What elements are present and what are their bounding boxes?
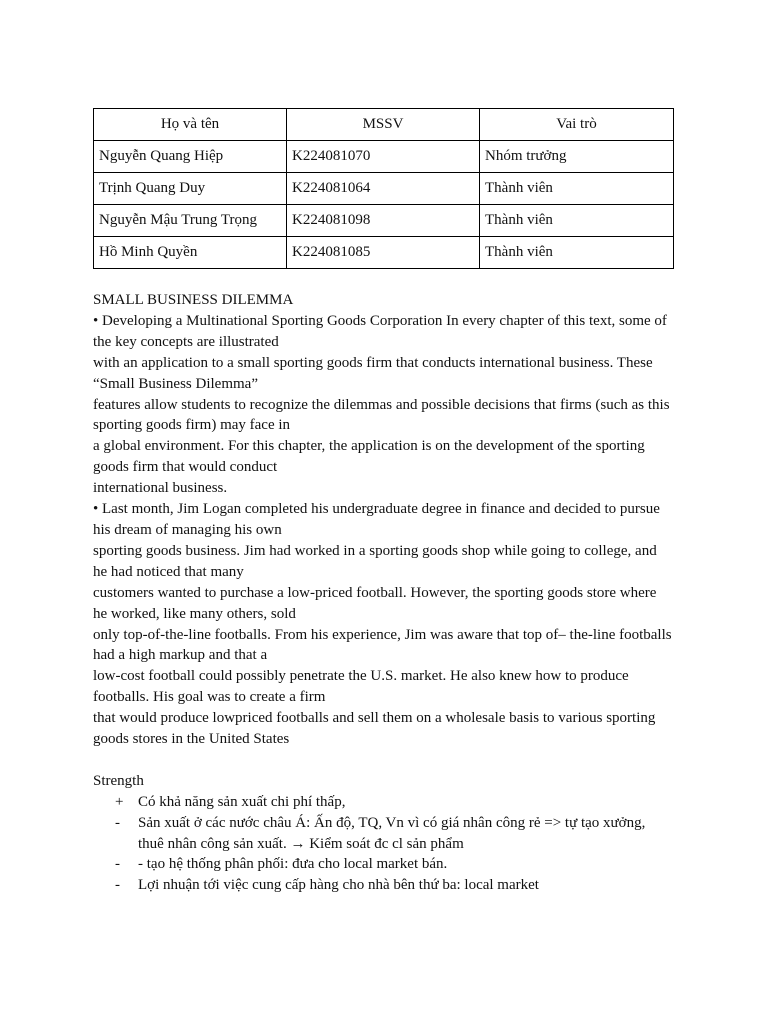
paragraph-line: • Developing a Multinational Sporting Goods Corporation In every chapter of this text, some of the key concepts are illustrated (93, 312, 667, 350)
list-marker: + (115, 793, 124, 810)
paragraph-line: low-cost football could possibly penetrate the U.S. market. He also knew how to produce footballs. His goal was to create a firm (93, 668, 629, 706)
header-student-id: MSSV (287, 109, 480, 141)
paragraph-line: sporting goods business. Jim had worked in a sporting goods shop while going to college, and he had noticed that many (93, 542, 657, 580)
table-row (94, 141, 674, 173)
table-header-row (94, 109, 674, 141)
list-marker: - (115, 877, 120, 894)
list-marker: - (115, 814, 120, 831)
cell-role: Thành viên (480, 237, 674, 269)
table-row (94, 237, 674, 269)
table-row (94, 205, 674, 237)
paragraph-line: with an application to a small sporting goods firm that conducts international business. These “Small Business Dilemma” (93, 354, 653, 392)
list-item (93, 854, 673, 875)
list-item-text: Có khả năng sản xuất chi phí thấp, (138, 793, 346, 810)
members-table (93, 108, 674, 269)
cell-role: Thành viên (480, 205, 674, 237)
list-marker: - (115, 856, 120, 873)
cell-student-id: K224081070 (287, 141, 480, 173)
paragraph-line: only top-of-the-line footballs. From his experience, Jim was aware that top of– the-line footballs had a high markup and that a (93, 626, 672, 664)
cell-role: Nhóm trưởng (480, 141, 674, 173)
list-item-text: - tạo hệ thống phân phối: đưa cho local market bán. (138, 856, 448, 873)
document-page (93, 108, 673, 896)
cell-name: Hồ Minh Quyền (94, 237, 287, 269)
blank-line (93, 750, 673, 771)
cell-name: Nguyễn Mậu Trung Trọng (94, 205, 287, 237)
strength-list (93, 792, 673, 897)
list-item-text: Lợi nhuận tới việc cung cấp hàng cho nhà bên thứ ba: local market (138, 877, 539, 894)
list-item (93, 813, 673, 855)
paragraph-line: features allow students to recognize the dilemmas and possible decisions that firms (such as this sporting goods firm) may face in (93, 396, 670, 434)
paragraph-line: that would produce lowpriced footballs and sell them on a wholesale basis to various sporting goods stores in the United States (93, 710, 656, 748)
body-text (93, 290, 673, 896)
strength-heading: Strength (93, 772, 144, 789)
table-row (94, 173, 674, 205)
cell-student-id: K224081098 (287, 205, 480, 237)
list-item (93, 875, 673, 896)
cell-student-id: K224081064 (287, 173, 480, 205)
paragraph-line: a global environment. For this chapter, the application is on the development of the sporting goods firm that would conduct (93, 438, 645, 476)
header-role: Vai trò (480, 109, 674, 141)
section-title: SMALL BUSINESS DILEMMA (93, 292, 294, 308)
list-item-text: Sản xuất ở các nước châu Á: Ấn độ, TQ, Vn vì có giá nhân công rẻ => tự tạo xưởng, thuê nhân công sản xuất. → Kiểm soát đc cl sản phẩm (138, 814, 646, 852)
header-name: Họ và tên (94, 109, 287, 141)
paragraph-line: customers wanted to purchase a low-priced football. However, the sporting goods store where he worked, like many others, sold (93, 584, 657, 622)
cell-student-id: K224081085 (287, 237, 480, 269)
paragraph-line: international business. (93, 480, 228, 497)
cell-role: Thành viên (480, 173, 674, 205)
cell-name: Trịnh Quang Duy (94, 173, 287, 205)
paragraph-line: • Last month, Jim Logan completed his undergraduate degree in finance and decided to pursue his dream of managing his own (93, 501, 660, 538)
cell-name: Nguyễn Quang Hiệp (94, 141, 287, 173)
list-item (93, 792, 673, 813)
